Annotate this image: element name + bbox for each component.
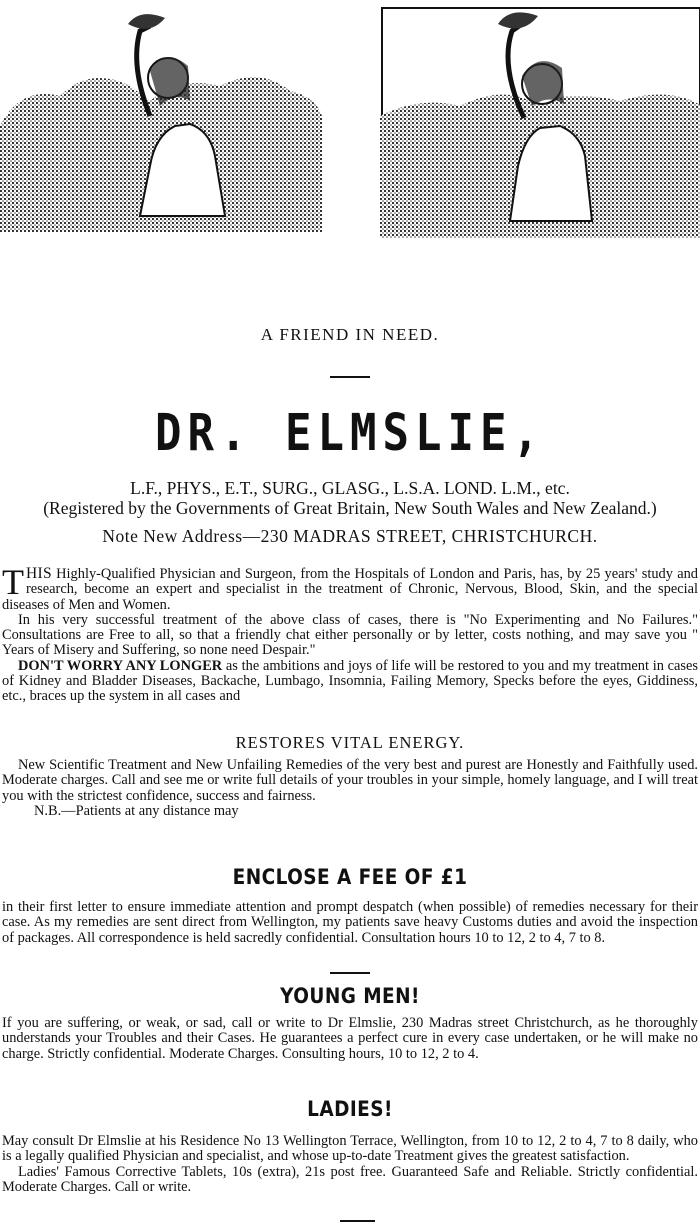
credentials-line: L.F., PHYS., E.T., SURG., GLASG., L.S.A. LOND. L.M., etc.	[130, 478, 570, 498]
ladies-heading: LADIES!	[307, 1097, 393, 1121]
divider	[330, 376, 370, 378]
drop-cap: T	[2, 562, 24, 602]
divider	[340, 1220, 375, 1222]
ladies-paragraph	[0, 1134, 700, 1195]
ladies-text: May consult Dr Elmslie at his Residence No 13 Wellington Terrace, Wellington, from 10 to 12, 2 to 4, 7 to 8 daily, who is a legally qualified Physician and specialist, and whose up-to-date Treatment gives the greatest satisfaction.	[2, 1133, 698, 1165]
doctor-name: DR. ELMSLIE,	[155, 404, 545, 463]
registration-line: (Registered by the Governments of Great Britain, New South Wales and New Zealand.)	[43, 498, 657, 518]
intro-lead: HIS	[26, 565, 52, 582]
illustration-woman-right	[380, 6, 700, 238]
nb-text: N.B.—Patients at any distance may	[34, 802, 239, 819]
treatment-text: New Scientific Treatment and New Unfailing Remedies of the very best and purest are Honestly and Faithfully used. Moderate charges. Call and see me or write full details of your troubles in your simple, homely language, and I will treat you with the strictest confidence, success and fairness.	[2, 757, 698, 804]
credentials	[0, 478, 700, 518]
restores-heading: RESTORES VITAL ENERGY.	[235, 733, 465, 752]
dont-worry-text: as the ambitions and joys of life will be restored to you and my treatment in cases of Kidney and Bladder Diseases, Backache, Lumbago, Insomnia, Failing Memory, Specks before the eyes, Giddiness, etc., braces up the system in all cases and	[2, 657, 698, 705]
divider	[330, 972, 370, 974]
young-men-paragraph: If you are suffering, or weak, or sad, call or write to Dr Elmslie, 230 Madras street Christchurch, as he thoroughly understands your Troubles and their Cases. He guarantees a perfect cure in every case undertaken, or he will make no charge. Strictly confidential. Moderate Charges. Consulting hours, 10 to 12, 2 to 4.	[2, 1015, 698, 1062]
intro-paragraph-2: In his very successful treatment of the above class of cases, there is "No Experimenting and No Failures." Consultations are Free to all, so that a friendly chat either personally or by letter, costs nothing, and may save you " Years of Misery and Suffering, so none need Despair."	[2, 611, 698, 659]
dont-worry-lead: DON'T WORRY ANY LONGER	[18, 657, 223, 674]
young-men-heading: YOUNG MEN!	[280, 984, 420, 1008]
fee-heading: ENCLOSE A FEE OF £1	[232, 865, 468, 889]
intro-paragraph	[0, 562, 700, 705]
treatment-paragraph	[0, 758, 700, 819]
illustration-woman-left	[0, 6, 322, 238]
tagline: A FRIEND IN NEED.	[260, 325, 440, 344]
intro-text: Highly-Qualified Physician and Surgeon, from the Hospitals of London and Paris, has, by 25 years' study and research, become an expert and specialist in the treatment of Chronic, Nervous, Blood, Skin, and the special diseases of Men and Women.	[2, 566, 698, 613]
fee-paragraph: in their first letter to ensure immediate attention and prompt despatch (when possible) of remedies necessary for their case. As my remedies are sent direct from Wellington, my patients save heavy Customs duties and avoid the inspection of packages. All correspondence is held sacredly confidential. Consultation hours 10 to 12, 2 to 4, 7 to 8.	[2, 899, 698, 946]
ladies-tablets-text: Ladies' Famous Corrective Tablets, 10s (extra), 21s post free. Guaranteed Safe and Reliable. Strictly confidential. Moderate Charges. Call or write.	[2, 1163, 698, 1195]
address: Note New Address—230 MADRAS STREET, CHRISTCHURCH.	[102, 526, 598, 546]
